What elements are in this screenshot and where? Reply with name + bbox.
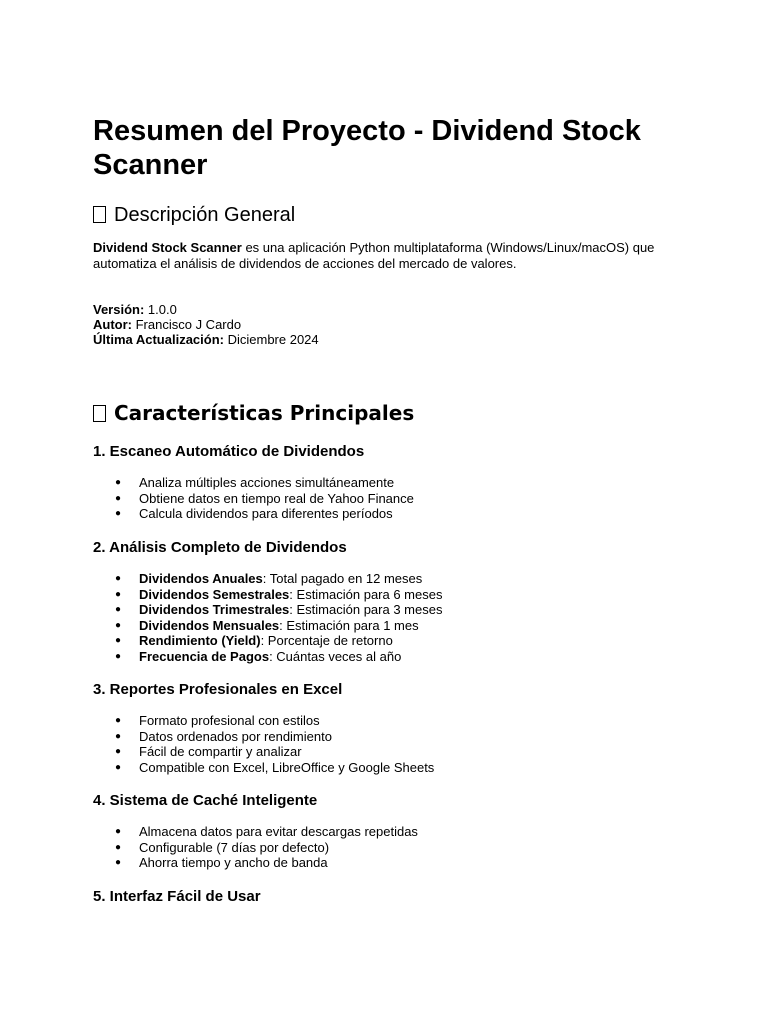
author-label: Autor: [93, 317, 132, 332]
updated-label: Última Actualización: [93, 332, 224, 347]
overview-heading-text: Descripción General [114, 204, 296, 226]
missing-glyph-icon [93, 206, 106, 223]
bullet-icon: ● [115, 730, 122, 742]
author-value: Francisco J Cardo [132, 317, 242, 332]
list-item: ● Compatible con Excel, LibreOffice y Google Sheets [115, 759, 435, 775]
list-item: ● Configurable (7 días por defecto) [115, 839, 330, 855]
bullet-icon: ● [115, 650, 122, 662]
updated-value: Diciembre 2024 [223, 332, 319, 347]
document-title: Resumen del Proyecto - Dividend Stock Scanner [93, 115, 641, 181]
missing-glyph-icon [93, 405, 106, 422]
version-label: Versión: [93, 302, 145, 317]
list-item: ● Frecuencia de Pagos: Cuántas veces al año [115, 648, 402, 664]
feature-section-title: 5. Interfaz Fácil de Usar [93, 888, 261, 905]
list-item: ● Fácil de compartir y analizar [115, 744, 302, 759]
bullet-icon: ● [115, 604, 122, 615]
list-item: ● Datos ordenados por rendimiento [115, 728, 332, 744]
bullet-icon: ● [115, 573, 122, 584]
bullet-icon: ● [115, 746, 122, 757]
features-heading-text: Características Principales [114, 401, 415, 425]
version-line [93, 302, 177, 317]
author-line [93, 317, 241, 332]
bullet-icon: ● [115, 841, 122, 853]
bullet-icon: ● [115, 635, 122, 646]
version-value: 1.0.0 [144, 302, 177, 317]
list-item: ● Ahorra tiempo y ancho de banda [115, 855, 328, 870]
bullet-icon: ● [115, 826, 122, 837]
feature-section-title: 2. Análisis Completo de Dividendos [93, 539, 347, 556]
bullet-icon: ● [115, 588, 122, 600]
list-item: ● Analiza múltiples acciones simultáneamente [115, 475, 395, 490]
feature-section-title: 1. Escaneo Automático de Dividendos [93, 443, 365, 460]
updated-line [93, 332, 319, 347]
bullet-icon: ● [115, 761, 122, 773]
overview-heading [93, 203, 295, 227]
list-item: ● Calcula dividendos para diferentes períodos [115, 506, 393, 521]
feature-list [93, 571, 442, 664]
intro-product-name: Dividend Stock Scanner [93, 240, 242, 255]
list-item: ● Rendimiento (Yield): Porcentaje de retorno [115, 633, 393, 648]
bullet-icon: ● [115, 619, 122, 631]
features-heading [93, 401, 414, 425]
feature-section-title: 4. Sistema de Caché Inteligente [93, 792, 318, 809]
intro-paragraph [93, 240, 683, 272]
list-item: ● Formato profesional con estilos [115, 713, 320, 728]
list-item: ● Dividendos Anuales: Total pagado en 12 meses [115, 571, 423, 586]
feature-list [93, 824, 418, 871]
list-item: ● Almacena datos para evitar descargas repetidas [115, 824, 418, 839]
bullet-icon: ● [115, 715, 122, 726]
feature-section-title: 3. Reportes Profesionales en Excel [93, 681, 343, 698]
bullet-icon: ● [115, 477, 122, 488]
bullet-icon: ● [115, 857, 122, 868]
list-item: ● Dividendos Trimestrales: Estimación para 3 meses [115, 602, 443, 617]
feature-list [93, 475, 414, 522]
bullet-icon: ● [115, 492, 122, 504]
list-item: ● Dividendos Mensuales: Estimación para 1 mes [115, 617, 419, 633]
list-item: ● Dividendos Semestrales: Estimación para 6 meses [115, 586, 443, 602]
bullet-icon: ● [115, 508, 122, 519]
feature-list [93, 713, 434, 775]
intro-text: es una aplicación Python multiplataforma (Windows/Linux/macOS) que automatiza el análisis de dividendos de acciones del mercado de valores. [93, 240, 655, 271]
list-item: ● Obtiene datos en tiempo real de Yahoo Finance [115, 490, 414, 506]
